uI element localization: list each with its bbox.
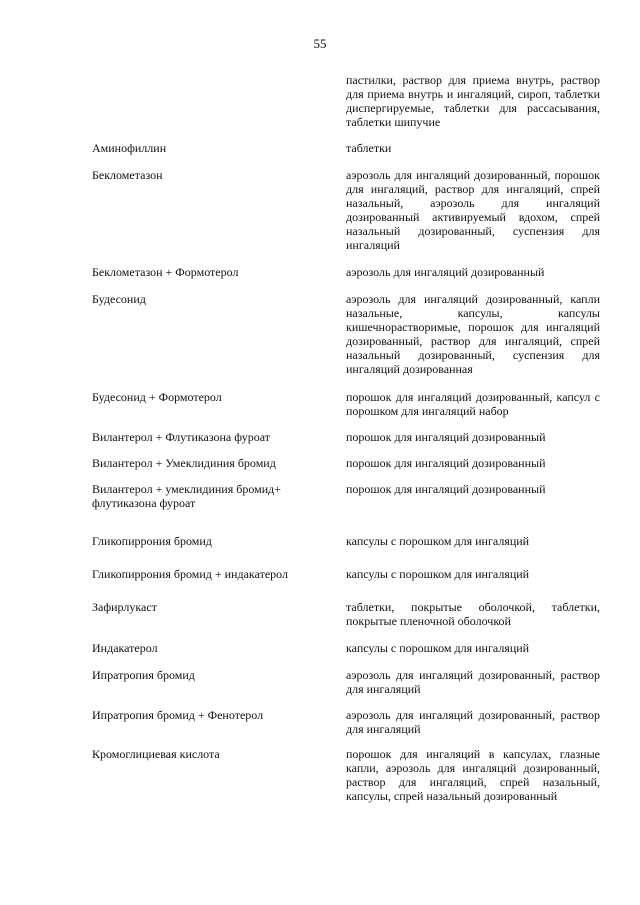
drug-name: Вилантерол + Флутиказона фуроат: [92, 430, 270, 444]
drug-name: Зафирлукаст: [92, 600, 157, 614]
dosage-forms: аэрозоль для ингаляций дозированный, капли назальные, капсулы, капсулы кишечнорастворимые, порошок для ингаляций дозированный, раствор для ингаляций, спрей назальный дозированный, суспензия для ингаляций дозированная: [346, 292, 600, 376]
dosage-forms: аэрозоль для ингаляций дозированный, раствор для ингаляций: [346, 668, 600, 696]
drug-name: Будесонид + Формотерол: [92, 390, 222, 404]
dosage-forms: порошок для ингаляций дозированный: [346, 456, 546, 470]
dosage-forms: капсулы с порошком для ингаляций: [346, 641, 530, 655]
drug-name: Вилантерол + Умеклидиния бромид: [92, 456, 276, 470]
dosage-forms: аэрозоль для ингаляций дозированный: [346, 265, 545, 279]
drug-name: Ипратропия бромид + Фенотерол: [92, 708, 264, 722]
dosage-forms: аэрозоль для ингаляций дозированный, раствор для ингаляций: [346, 708, 600, 736]
drug-name: Вилантерол + умеклидиния бромид+ флутиказона фуроат: [92, 482, 281, 510]
dosage-forms: порошок для ингаляций в капсулах, глазные капли, аэрозоль для ингаляций дозированный, раствор для ингаляций, спрей назальный, капсулы, спрей назальный дозированный: [346, 747, 600, 803]
drug-name: Аминофиллин: [92, 141, 167, 155]
drug-name: Ипратропия бромид: [92, 668, 195, 682]
drug-name: Беклометазон: [92, 168, 163, 182]
drug-name: Кромоглициевая кислота: [92, 747, 220, 761]
drug-name: Гликопиррония бромид + индакатерол: [92, 567, 288, 581]
drug-name: Индакатерол: [92, 641, 158, 655]
dosage-forms: таблетки, покрытые оболочкой, таблетки, покрытые пленочной оболочкой: [346, 600, 600, 628]
dosage-forms: порошок для ингаляций дозированный: [346, 482, 546, 496]
dosage-forms: таблетки: [346, 141, 392, 155]
dosage-forms: аэрозоль для ингаляций дозированный, порошок для ингаляций, раствор для ингаляций, спрей назальный, аэрозоль для ингаляций дозированный активируемый вдохом, спрей назальный дозированный, суспензия для ингаляций: [346, 168, 600, 252]
dosage-forms: порошок для ингаляций дозированный, капсул с порошком для ингаляций набор: [346, 390, 600, 418]
drug-name: Гликопиррония бромид: [92, 534, 212, 548]
dosage-forms: порошок для ингаляций дозированный: [346, 430, 546, 444]
dosage-forms: капсулы с порошком для ингаляций: [346, 567, 530, 581]
dosage-forms: капсулы с порошком для ингаляций: [346, 534, 530, 548]
page-number: 55: [313, 36, 327, 51]
drug-name: Будесонид: [92, 292, 146, 306]
drug-name: Беклометазон + Формотерол: [92, 265, 239, 279]
dosage-forms: пастилки, раствор для приема внутрь, раствор для приема внутрь и ингаляций, сироп, таблетки диспергируемые, таблетки для рассасывания, таблетки шипучие: [346, 73, 600, 129]
